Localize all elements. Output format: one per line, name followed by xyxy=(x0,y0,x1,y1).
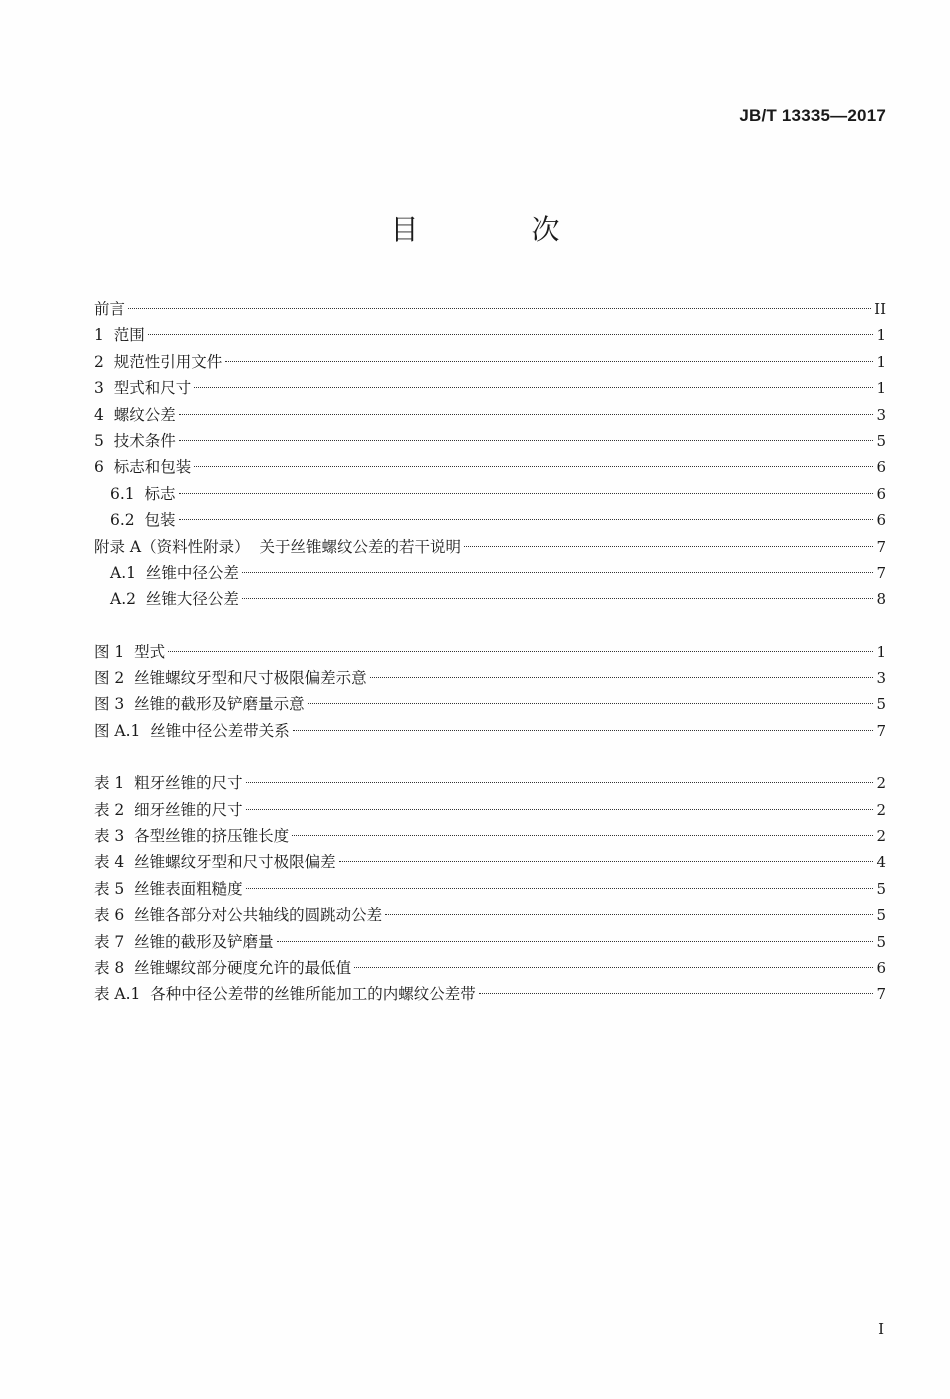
toc-entry-page: 8 xyxy=(876,590,886,609)
dot-leader xyxy=(194,387,873,388)
toc-entry-page: 2 xyxy=(876,827,886,846)
dot-leader xyxy=(246,888,873,889)
toc-entry-label: 附录 A（资料性附录） 关于丝锥螺纹公差的若干说明 xyxy=(94,537,461,556)
page-title: 目 次 xyxy=(390,213,612,246)
toc-entry-label: 4 螺纹公差 xyxy=(94,405,176,424)
toc-entry-page: 5 xyxy=(876,906,886,925)
toc-entry-label: 表 3 各型丝锥的挤压锥长度 xyxy=(94,827,290,846)
dot-leader xyxy=(242,572,873,573)
dot-leader xyxy=(194,466,873,467)
toc-entry-label: A.1 丝锥中径公差 xyxy=(110,563,239,582)
toc-entry-label: 5 技术条件 xyxy=(94,431,176,450)
toc-entry-label: 2 规范性引用文件 xyxy=(94,352,223,371)
toc-group xyxy=(94,296,886,613)
dot-leader xyxy=(168,651,873,652)
toc-entry[interactable] xyxy=(94,296,886,322)
toc-entry[interactable] xyxy=(94,428,886,454)
toc-entry[interactable] xyxy=(94,902,886,928)
toc-entry-page: 5 xyxy=(876,431,886,450)
toc-entry-label: 表 7 丝锥的截形及铲磨量 xyxy=(94,932,274,951)
toc-entry-label: 表 1 粗牙丝锥的尺寸 xyxy=(94,774,243,793)
dot-leader xyxy=(292,835,873,836)
toc-entry-label: 图 1 型式 xyxy=(94,642,166,661)
toc-entry[interactable] xyxy=(94,481,886,507)
standard-code: JB/T 13335—2017 xyxy=(739,106,886,125)
dot-leader xyxy=(464,546,873,547)
toc-entry[interactable] xyxy=(94,534,886,560)
toc-group xyxy=(94,770,886,1008)
toc-entry-page: 1 xyxy=(876,352,886,371)
dot-leader xyxy=(148,334,873,335)
toc-entry[interactable] xyxy=(94,823,886,849)
toc-entry[interactable] xyxy=(94,770,886,796)
toc-entry-label: 表 2 细牙丝锥的尺寸 xyxy=(94,800,243,819)
dot-leader xyxy=(277,941,873,942)
dot-leader xyxy=(179,414,873,415)
toc-entry-page: 2 xyxy=(876,800,886,819)
toc-entry-label: 图 3 丝锥的截形及铲磨量示意 xyxy=(94,695,305,714)
toc-entry[interactable] xyxy=(94,691,886,717)
toc-entry[interactable] xyxy=(94,955,886,981)
dot-leader xyxy=(225,361,873,362)
toc-entry-page: 6 xyxy=(876,458,886,477)
page-number: I xyxy=(878,1320,884,1338)
toc-entry[interactable] xyxy=(94,665,886,691)
toc-entry-label: 表 5 丝锥表面粗糙度 xyxy=(94,879,243,898)
toc-entry-label: 3 型式和尺寸 xyxy=(94,379,192,398)
toc-entry-page: 1 xyxy=(876,379,886,398)
toc-entry-page: II xyxy=(874,300,886,318)
toc-entry[interactable] xyxy=(94,718,886,744)
dot-leader xyxy=(246,782,873,783)
toc-entry[interactable] xyxy=(94,876,886,902)
toc-entry-page: 7 xyxy=(876,721,886,740)
toc-entry-page: 6 xyxy=(876,484,886,503)
toc-entry-page: 2 xyxy=(876,774,886,793)
toc-entry-label: 表 A.1 各种中径公差带的丝锥所能加工的内螺纹公差带 xyxy=(94,985,476,1004)
toc-entry-label: 表 8 丝锥螺纹部分硬度允许的最低值 xyxy=(94,958,352,977)
dot-leader xyxy=(308,703,873,704)
toc-entry-label: 图 A.1 丝锥中径公差带关系 xyxy=(94,721,290,740)
toc-entry-label: A.2 丝锥大径公差 xyxy=(110,590,239,609)
toc-entry-label: 1 范围 xyxy=(94,326,145,345)
toc-entry[interactable] xyxy=(94,639,886,665)
toc-entry-label: 6.2 包装 xyxy=(110,511,176,530)
toc-entry[interactable] xyxy=(94,507,886,533)
toc-entry[interactable] xyxy=(94,402,886,428)
toc-entry[interactable] xyxy=(94,929,886,955)
toc-entry[interactable] xyxy=(94,349,886,375)
dot-leader xyxy=(339,861,873,862)
dot-leader xyxy=(179,519,873,520)
toc-entry[interactable] xyxy=(94,797,886,823)
toc-entry[interactable] xyxy=(94,560,886,586)
toc-group xyxy=(94,639,886,745)
toc-entry-page: 6 xyxy=(876,511,886,530)
dot-leader xyxy=(479,993,873,994)
toc-entry[interactable] xyxy=(94,586,886,612)
toc-entry[interactable] xyxy=(94,849,886,875)
toc-entry-page: 6 xyxy=(876,958,886,977)
toc-entry-page: 3 xyxy=(876,669,886,688)
toc-entry[interactable] xyxy=(94,981,886,1007)
toc-entry-page: 7 xyxy=(876,537,886,556)
dot-leader xyxy=(354,967,873,968)
toc-entry-label: 6.1 标志 xyxy=(110,484,176,503)
dot-leader xyxy=(128,308,871,309)
dot-leader xyxy=(293,730,873,731)
dot-leader xyxy=(370,677,873,678)
toc-entry[interactable] xyxy=(94,454,886,480)
toc-entry-label: 图 2 丝锥螺纹牙型和尺寸极限偏差示意 xyxy=(94,669,367,688)
dot-leader xyxy=(179,493,873,494)
dot-leader xyxy=(179,440,873,441)
toc-entry-page: 4 xyxy=(876,853,886,872)
toc-entry-label: 前言 xyxy=(94,300,126,318)
toc-entry[interactable] xyxy=(94,322,886,348)
toc-entry-page: 5 xyxy=(876,879,886,898)
toc-entry[interactable] xyxy=(94,375,886,401)
toc-entry-label: 6 标志和包装 xyxy=(94,458,192,477)
table-of-contents xyxy=(94,296,886,1008)
toc-entry-page: 3 xyxy=(876,405,886,424)
toc-entry-label: 表 6 丝锥各部分对公共轴线的圆跳动公差 xyxy=(94,906,383,925)
toc-entry-page: 5 xyxy=(876,932,886,951)
toc-entry-page: 7 xyxy=(876,985,886,1004)
toc-entry-page: 5 xyxy=(876,695,886,714)
dot-leader xyxy=(246,809,873,810)
dot-leader xyxy=(385,914,873,915)
toc-entry-label: 表 4 丝锥螺纹牙型和尺寸极限偏差 xyxy=(94,853,336,872)
toc-entry-page: 1 xyxy=(876,642,886,661)
dot-leader xyxy=(242,598,873,599)
toc-entry-page: 1 xyxy=(876,326,886,345)
toc-entry-page: 7 xyxy=(876,563,886,582)
